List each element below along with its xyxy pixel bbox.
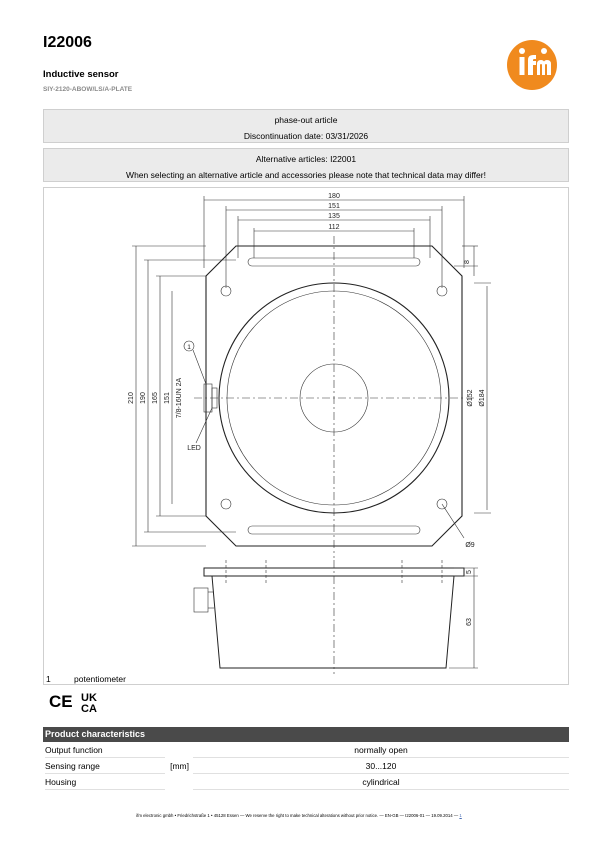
row-label: Housing <box>45 774 165 790</box>
callout-1: 1 <box>187 344 191 351</box>
technical-drawing <box>43 187 569 685</box>
dim-151: 151 <box>328 203 340 210</box>
ukca-mark-bottom: CA <box>81 703 97 715</box>
alternatives-note: When selecting an alternative article and accessories please note that technical data may differ! <box>126 170 486 180</box>
dim-180: 180 <box>328 193 340 200</box>
ifm-logo <box>507 40 557 90</box>
dim-151-vertical: 151 <box>164 392 171 404</box>
table-row <box>43 742 569 758</box>
dim-190: 190 <box>140 392 147 404</box>
article-code: SIY-2120-ABOW/LS/A-PLATE <box>43 86 133 93</box>
legend-text: potentiometer <box>74 674 126 684</box>
ce-mark: CE <box>49 692 73 711</box>
product-type: Inductive sensor <box>43 69 119 80</box>
thread-label: 7/8-16UN 2A <box>176 377 183 419</box>
ukca-mark-top: UK <box>81 692 97 704</box>
row-label: Output function <box>45 742 165 758</box>
dim-63: 63 <box>466 618 473 626</box>
dim-112: 112 <box>328 224 340 231</box>
row-unit: [mm] <box>170 761 189 771</box>
page-number-link[interactable]: 1 <box>459 813 462 818</box>
certification-marks <box>47 689 107 720</box>
dim-165: 165 <box>152 392 159 404</box>
alternative-articles-notice <box>43 148 569 182</box>
row-value: cylindrical <box>193 774 569 790</box>
footer-text: ifm electronic gmbh • Friedrichstraße 1 • 45128 Essen — We reserve the right to make technical alterations without prior notice. — EN-GB — I22006-01 — 19.09.2014 — <box>136 813 459 818</box>
legend-number: 1 <box>46 674 51 684</box>
dim-8: 8 <box>464 260 471 264</box>
table-row <box>43 758 569 774</box>
phase-out-title: phase-out article <box>274 115 338 125</box>
diameter-152: Ø152 <box>467 389 474 407</box>
row-value: 30...120 <box>193 758 569 774</box>
dim-5: 5 <box>466 570 473 574</box>
alternative-articles: Alternative articles: I22001 <box>255 154 357 164</box>
row-value: normally open <box>193 742 569 758</box>
article-number: I22006 <box>43 34 92 51</box>
row-label: Sensing range <box>45 758 165 774</box>
footer <box>0 813 598 818</box>
dim-135: 135 <box>328 213 340 220</box>
led-label: LED <box>187 445 201 452</box>
diameter-9: Ø9 <box>465 542 475 549</box>
diameter-184: Ø184 <box>479 389 486 407</box>
discontinuation-date: Discontinuation date: 03/31/2026 <box>243 131 369 141</box>
table-row <box>43 774 569 790</box>
product-characteristics-header: Product characteristics <box>43 727 569 742</box>
phase-out-notice <box>43 109 569 143</box>
dim-210: 210 <box>128 392 135 404</box>
